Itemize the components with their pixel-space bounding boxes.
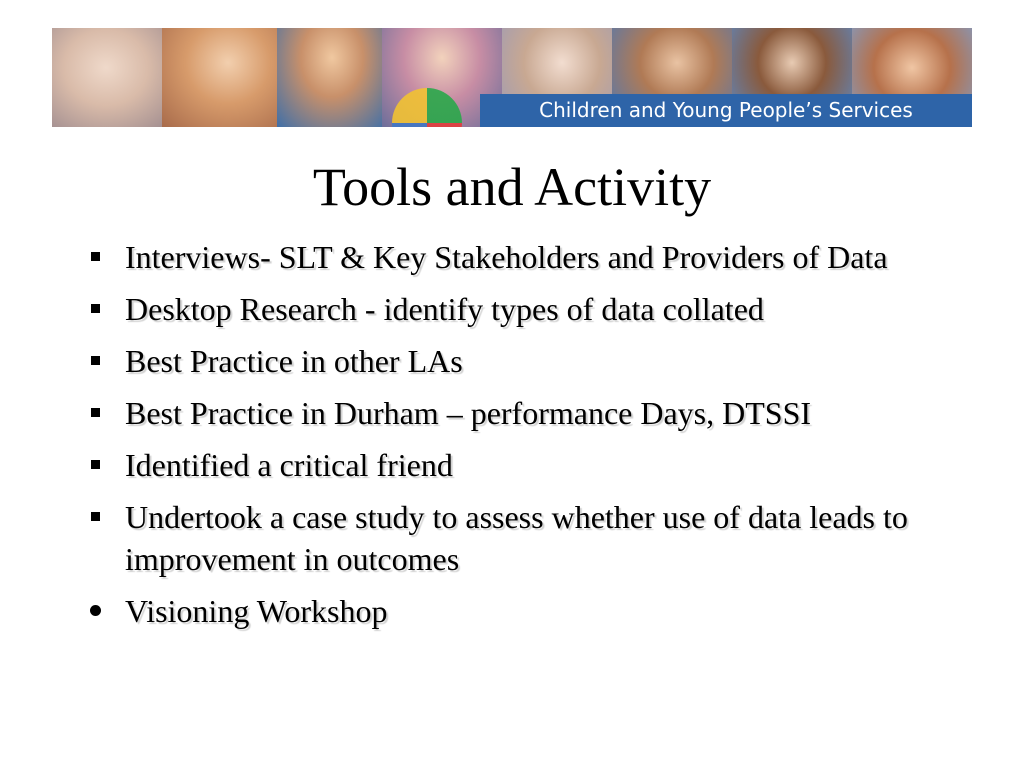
banner-photo-mother-child [162, 28, 282, 127]
square-bullet-icon [91, 356, 100, 365]
bullet-text: Desktop Research - identify types of data collated [125, 291, 764, 327]
bullet-text: Identified a critical friend [125, 447, 453, 483]
square-bullet-icon [91, 252, 100, 261]
bullet-item-critical-friend [88, 444, 968, 486]
square-bullet-icon [91, 304, 100, 313]
banner-label: Children and Young People’s Services [480, 94, 972, 127]
bullet-item-desktop-research [88, 288, 968, 330]
banner-photo-boy-reading [277, 28, 387, 127]
bullet-text: Visioning Workshop [125, 593, 388, 629]
bullet-text: Best Practice in other LAs [125, 343, 463, 379]
bullet-text: Undertook a case study to assess whether use of data leads to improvement in outcomes [125, 499, 908, 577]
bullet-list [88, 236, 968, 642]
bullet-text: Interviews- SLT & Key Stakeholders and Providers of Data [125, 239, 888, 275]
bullet-text: Best Practice in Durham – performance Days, DTSSI [125, 395, 812, 431]
slide-title: Tools and Activity [312, 157, 712, 217]
square-bullet-icon [91, 408, 100, 417]
bullet-item-best-practice-durham [88, 392, 968, 434]
bullet-item-case-study [88, 496, 968, 580]
round-bullet-icon [90, 605, 101, 616]
square-bullet-icon [91, 460, 100, 469]
banner-photo-baby [52, 28, 172, 127]
bullet-item-interviews [88, 236, 968, 278]
bullet-item-best-practice-las [88, 340, 968, 382]
bullet-item-visioning-workshop [88, 590, 968, 632]
square-bullet-icon [91, 512, 100, 521]
